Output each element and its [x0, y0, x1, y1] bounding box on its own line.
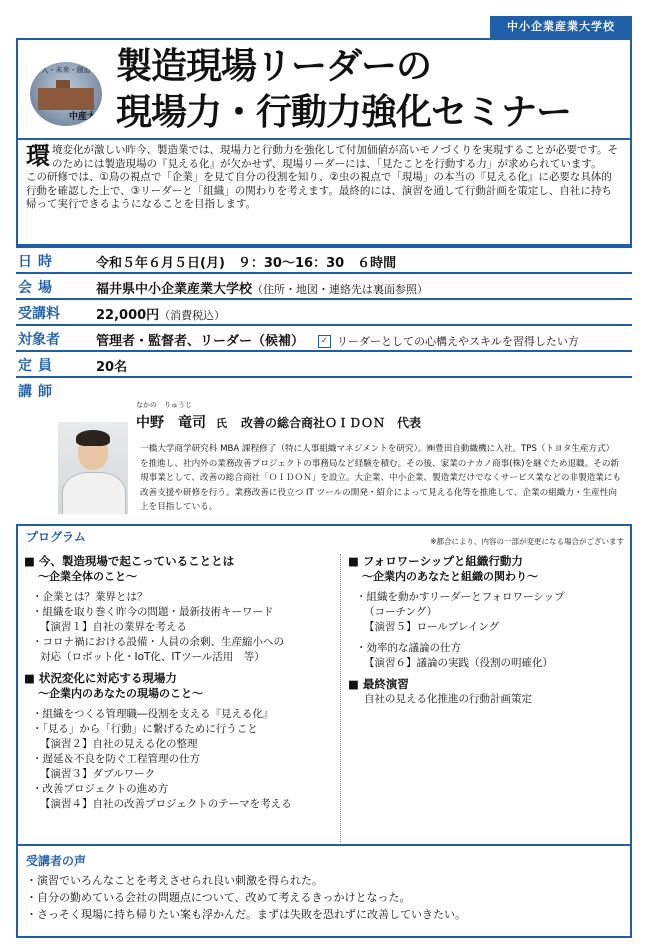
row-capacity: 定員 20名	[16, 350, 632, 378]
program-heading: プログラム	[26, 530, 86, 544]
intro-initial: 環	[26, 142, 50, 170]
row-lecturer-label: 講師	[16, 376, 632, 402]
row-fee: 受講料 22,000円（消費税込）	[16, 298, 632, 326]
list-item: ・さっそく現場に持ち帰りたい案も浮かんだ。まずは失敗を恐れずに改善していきたい。	[26, 908, 466, 921]
row-date: 日時 令和５年６月５日(月) ９：30〜16：30 ６時間	[16, 246, 632, 274]
school-badge: 中小企業産業大学校	[490, 16, 632, 38]
program-right-column: ■ フォロワーシップと組織行動力 〜企業内のあなたと組織の関わり〜 ・組織を動かすリーダーとフォロワーシップ （コーチング） 【演習５】ロールプレイング ・効率的な議論の仕方 【演習６】議論の実践（役割の明確化） ■ 最終演習 自社の見える化推進の行動計画策定	[348, 554, 565, 705]
logo-bottom-text: 中産大	[68, 112, 96, 122]
program-note: ※都合により、内容の一部が変更になる場合がございます	[430, 537, 624, 546]
intro-paragraph-2: この研修では、①鳥の視点で「企業」を見て自分の役割を知り、②虫の視点で「現場」の本当の『見える化』に必要な具体的行動を確認した上で、③リーダーと「組織」の関わりを考えます。最終的には、演習を通して行動計画を策定し、自社に持ち帰って実行できるようになることを目指します。	[26, 171, 612, 210]
row-target: 対象者 管理者・監督者、リーダー（候補） ✓ リーダーとしての心構えやスキルを習得したい方	[16, 324, 632, 352]
lecturer-photo	[58, 422, 128, 514]
intro-paragraph-1: 境変化が激しい昨今、製造業では、現場力と行動力を強化して付加価値が高いモノづくりを実現することが必要です。そのためには製造現場の『見える化』が欠かせず、現場リーダーには、「見たことを行動する力」が求められています。	[52, 144, 619, 170]
lecturer-name: 中野 竜司 氏 改善の総合商社ＯＩＤＯＮ 代表	[136, 415, 422, 431]
check-icon: ✓	[318, 335, 331, 348]
voices-list	[26, 872, 466, 923]
program-section	[16, 524, 632, 846]
voices-heading: 受講者の声	[26, 854, 87, 868]
lecturer-bio: 一橋大学商学研究科 MBA 課程修了（特に人事組織マネジメントを研究）。㈱豊田自動織機に入社。TPS（トヨタ生産方式）を推進し、社内外の業務改善プロジェクトの事務局など経験を積む。その後、家業のナカノ商事(株)を継ぐため退職。その新規事業として、改善の総合商社「ＯＩＤＯＮ」を設立。大企業、中小企業、製造業だけでなくサービス業などの非製造業にも改善支援や研修を行う。業務改善に役立つ IT ツールの開発・紹介によって見える化等を推進して、企業の組織力・生産性向上を目指している。	[140, 444, 622, 513]
school-logo	[30, 62, 102, 126]
lecturer-section	[16, 400, 632, 526]
intro-text	[16, 138, 632, 246]
header	[16, 38, 632, 140]
lecturer-ruby: なかの りゅうじ	[136, 401, 192, 409]
list-item: ・自分の勤めている会社の問題点について、改めて考えるきっかけとなった。	[26, 891, 411, 904]
row-venue: 会場 福井県中小企業産業大学校（住所・地図・連絡先は裏面参照）	[16, 272, 632, 300]
list-item: ・演習でいろんなことを考えさせられ良い刺激を得られた。	[26, 874, 323, 887]
voices-section	[16, 844, 632, 938]
page-title: 製造現場リーダーの 現場力・行動力強化セミナー	[116, 46, 572, 133]
logo-top-text: 人・未来・創造	[41, 66, 91, 74]
program-left-column: ■ 今、製造現場で起こっていることとは 〜企業全体のこと〜 ・企業とは？業界とは？ ・組織を取り巻く昨今の問題・最新技術キーワード 【演習１】自社の業界を考える ・コロナ禍における設備・人員の余剰、生産縮小への 対応（ロボット化・IoT化、ITツール活用 等） ■ 状況変化に対応する現場力 〜企業内のあなたの現場のこと〜 ・組織をつくる管理職―役割を支える『見える化』 ・「見る」から「行動」に繋げるために行うこと 【演習２】自社の見える化の整理 ・遅延＆不良を防ぐ工程管理の仕方 【演習３】ダブルワーク ・改善プロジェクトの進め方 【演習４】自社の改善プロジェクトのテーマを考える	[24, 554, 292, 810]
